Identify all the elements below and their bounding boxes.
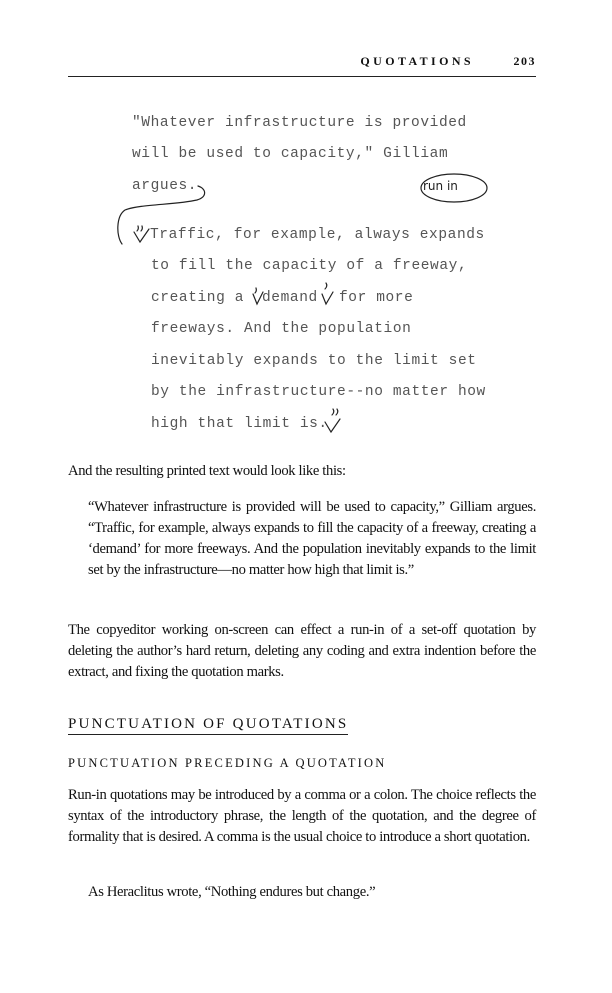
example-quotation: As Heraclitus wrote, “Nothing endures but change.” bbox=[88, 884, 376, 900]
manuscript-line: to fill the capacity of a freeway, bbox=[151, 258, 468, 274]
run-in-circle-mark bbox=[421, 174, 487, 202]
subsection-heading: PUNCTUATION PRECEDING A QUOTATION bbox=[68, 756, 387, 770]
manuscript-line: high that limit is. bbox=[151, 416, 328, 432]
manuscript-line: by the infrastructure--no matter how bbox=[151, 384, 486, 400]
manuscript-line: will be used to capacity," Gilliam bbox=[132, 146, 449, 162]
run-in-line-mark bbox=[118, 186, 205, 244]
body-paragraph: The copyeditor working on-screen can effect a run-in of a set-off quotation by deleting the author’s hard return, deleting any coding and extra indention before the extract, and fixing the quotation marks. bbox=[68, 622, 536, 680]
section-paragraph: Run-in quotations may be introduced by a comma or a colon. The choice reflects the syntax of the introductory phrase, the length of the quotation, and the degree of formality that is desired. A comma is the usual choice to introduce a short quotation. bbox=[68, 787, 536, 845]
page-number: 203 bbox=[513, 54, 536, 68]
manuscript-line: "Whatever infrastructure is provided bbox=[132, 115, 467, 131]
manuscript-line: argues. bbox=[132, 178, 198, 194]
single-quote-insert-mark bbox=[253, 292, 263, 304]
extract-quotation: “Whatever infrastructure is provided will be used to capacity,” Gilliam argues. “Traffic, for example, always expands to fill the capacity of a freeway, creating a ‘demand’ for more freeways. And the population inevitably expands to the limit set by the infrastructure—no matter how high that limit is.” bbox=[88, 499, 536, 578]
manuscript-line: for more bbox=[339, 290, 414, 306]
intro-sentence: And the resulting printed text would look like this: bbox=[68, 463, 346, 479]
section-heading: PUNCTUATION OF QUOTATIONS bbox=[68, 716, 348, 735]
run-in-note: run in bbox=[423, 179, 458, 193]
manuscript-line: Traffic, for example, always expands bbox=[150, 227, 485, 243]
manuscript-line: creating a bbox=[151, 290, 245, 306]
quote-insert-mark bbox=[325, 419, 340, 432]
running-head: QUOTATIONS bbox=[360, 54, 474, 68]
single-quote-insert-mark bbox=[322, 292, 333, 304]
manuscript-line: freeways. And the population bbox=[151, 321, 412, 337]
manuscript-line: demand bbox=[262, 290, 318, 306]
manuscript-line: inevitably expands to the limit set bbox=[151, 353, 477, 369]
